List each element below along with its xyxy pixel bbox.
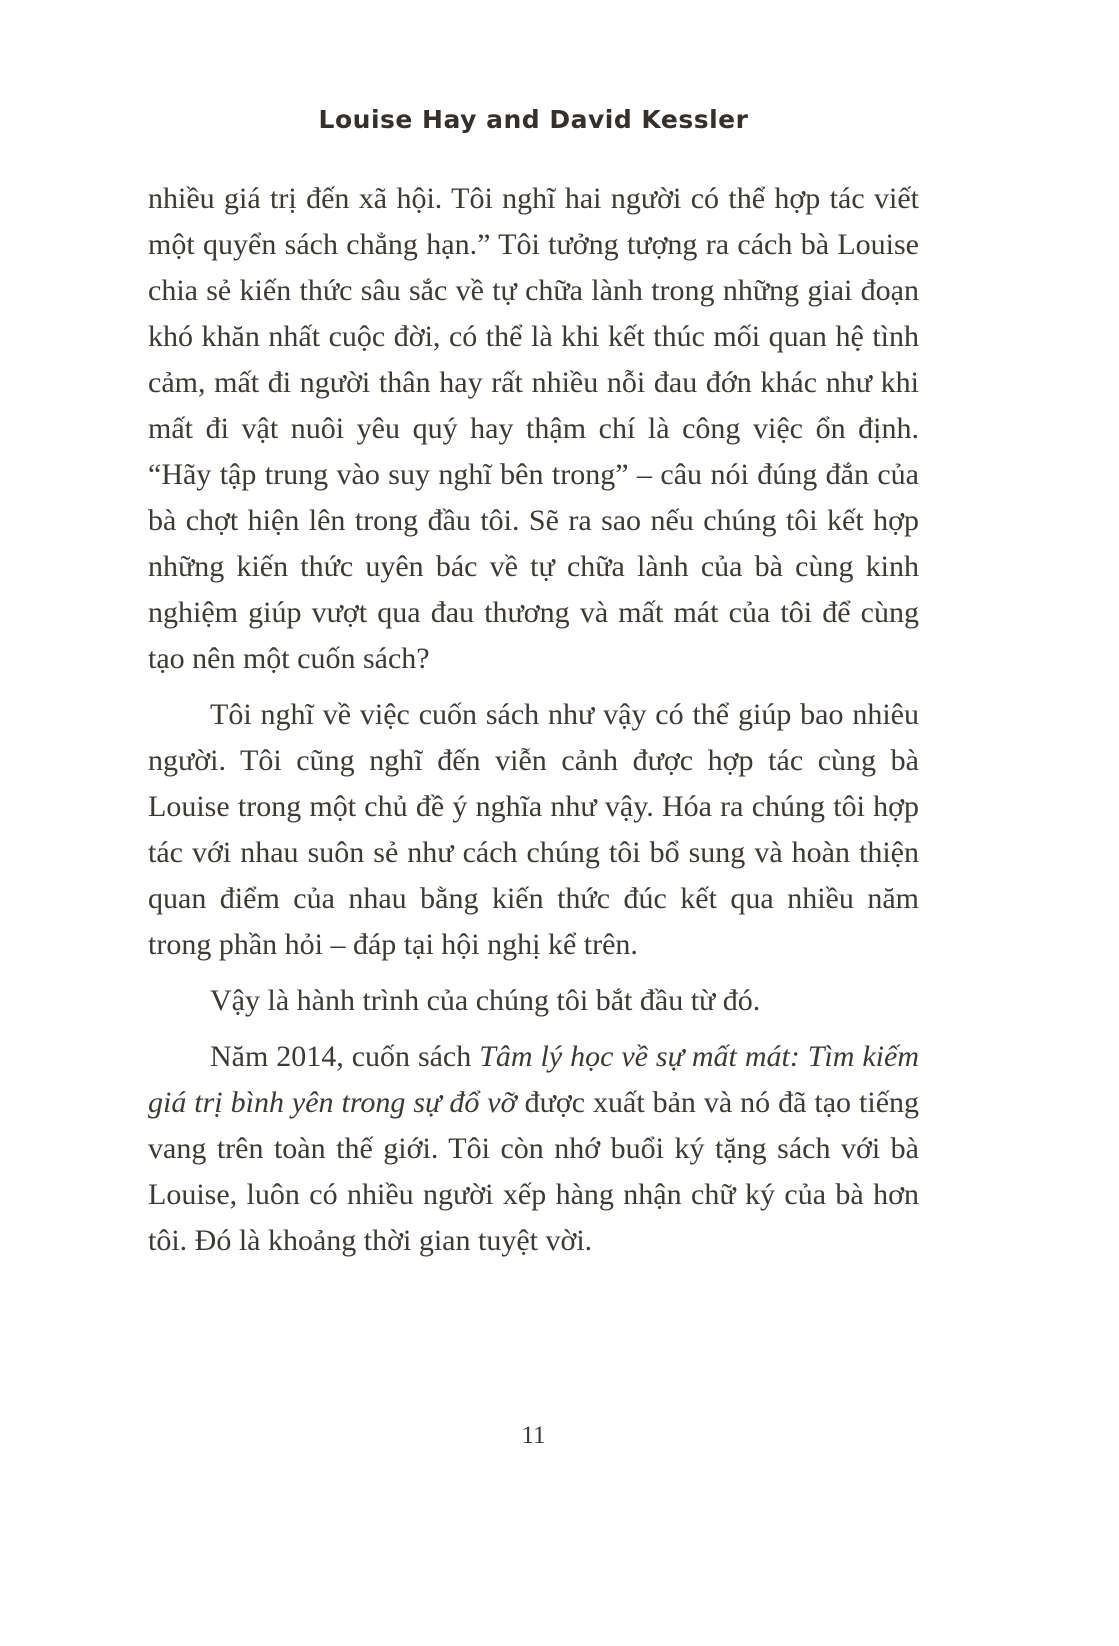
paragraph-text: Năm 2014, cuốn sách (210, 1040, 480, 1073)
paragraph (148, 978, 919, 1024)
body-text (148, 176, 919, 1264)
text-column (148, 105, 919, 1274)
paragraph-text: được xuất bản và nó đã tạo tiếng vang trên toàn thế giới. Tôi còn nhớ buổi ký tặng sách với bà Louise, luôn có nhiều người xếp hàng nhận chữ ký của bà hơn tôi. Đó là khoảng thời gian tuyệt vời. (148, 1086, 920, 1257)
book-title-italic: Tâm lý học về sự mất mát: Tìm kiếm giá trị bình yên trong sự đổ vỡ (148, 1040, 920, 1119)
paragraph-text: nhiều giá trị đến xã hội. Tôi nghĩ hai người có thể hợp tác viết một quyển sách chẳng hạn.” Tôi tưởng tượng ra cách bà Louise chia sẻ kiến thức sâu sắc về tự chữa lành trong những giai đoạn khó khăn nhất cuộc đời, có thể là khi kết thúc mối quan hệ tình cảm, mất đi người thân hay rất nhiều nỗi đau đớn khác như khi mất đi vật nuôi yêu quý hay thậm chí là công việc ổn định. “Hãy tập trung vào suy nghĩ bên trong” – câu nói đúng đắn của bà chợt hiện lên trong đầu tôi. Sẽ ra sao nếu chúng tôi kết hợp những kiến thức uyên bác về tự chữa lành của bà cùng kinh nghiệm giúp vượt qua đau thương và mất mát của tôi để cùng tạo nên một cuốn sách? (148, 182, 919, 675)
paragraph-text: Tôi nghĩ về việc cuốn sách như vậy có thể giúp bao nhiêu người. Tôi cũng nghĩ đến viễn cảnh được hợp tác cùng bà Louise trong một chủ đề ý nghĩa như vậy. Hóa ra chúng tôi hợp tác với nhau suôn sẻ như cách chúng tôi bổ sung và hoàn thiện quan điểm của nhau bằng kiến thức đúc kết qua nhiều năm trong phần hỏi – đáp tại hội nghị kể trên. (148, 698, 919, 961)
paragraph-text: Vậy là hành trình của chúng tôi bắt đầu từ đó. (210, 984, 761, 1017)
paragraph (148, 692, 919, 968)
paragraph (148, 176, 919, 682)
running-head-authors: Louise Hay and David Kessler (318, 105, 749, 134)
page-number: 11 (521, 1422, 546, 1449)
paragraph (148, 1034, 919, 1264)
